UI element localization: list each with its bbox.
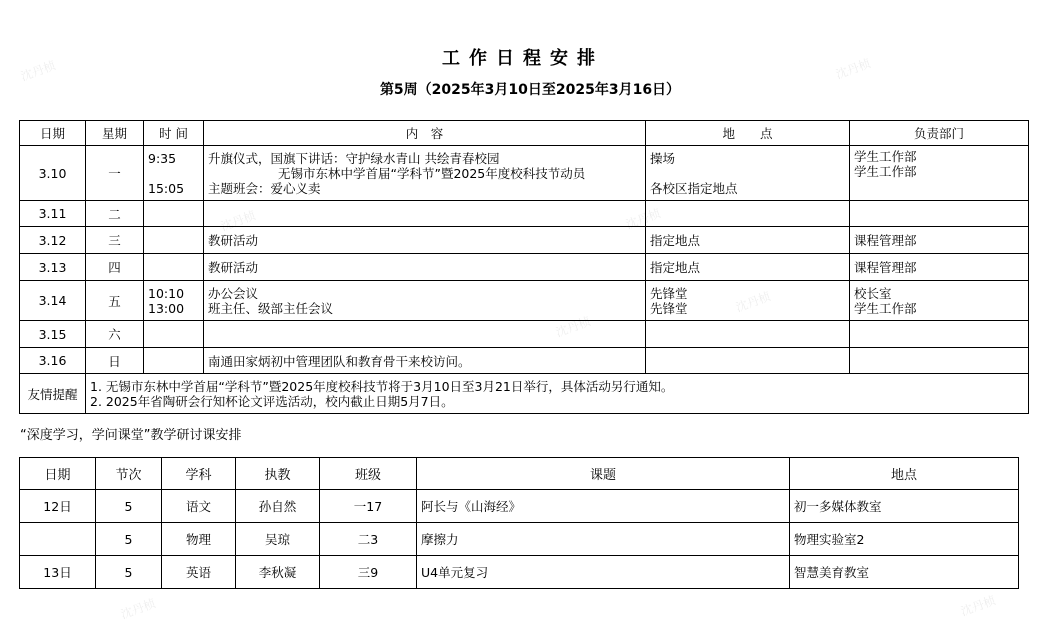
place-item: 先锋堂 <box>650 300 688 316</box>
tip-item: 2. 2025年省陶研会行知杯论文评选活动，校内截止日期5月7日。 <box>90 393 454 409</box>
row-places <box>646 348 850 374</box>
row-date: 3.10 <box>20 146 86 201</box>
lesson-class: 二3 <box>320 523 417 556</box>
row-depts: 课程管理部 <box>850 227 1029 254</box>
col-place: 地点 <box>790 458 1019 490</box>
watermark: 沈丹桢 <box>18 58 58 84</box>
content-item: 班主任、级部主任会议 <box>208 300 334 316</box>
lesson-subject: 英语 <box>162 556 236 589</box>
row-date: 3.11 <box>20 201 86 227</box>
row-places: 指定地点 <box>646 254 850 281</box>
week-subtitle: 第5周（2025年3月10日至2025年3月16日） <box>379 82 681 98</box>
row-depts <box>850 281 1029 321</box>
lesson-period: 5 <box>96 523 162 556</box>
watermark: 沈丹桢 <box>553 314 593 340</box>
content-item: 升旗仪式，国旗下讲话：守护绿水青山 共绘青春校园 <box>208 150 500 166</box>
lesson-class: 一17 <box>320 490 417 523</box>
watermark: 沈丹桢 <box>833 56 873 82</box>
row-weekday: 一 <box>86 146 144 201</box>
row-weekday: 二 <box>86 201 144 227</box>
row-places <box>646 321 850 348</box>
lessons-section-title: “深度学习，学问课堂”教学研讨课安排 <box>20 428 242 443</box>
tips-content <box>86 374 1029 414</box>
lessons-header-row <box>20 458 1019 490</box>
row-weekday: 四 <box>86 254 144 281</box>
col-dept: 负责部门 <box>850 121 1029 146</box>
time-item: 9:35 <box>148 150 177 166</box>
col-period: 节次 <box>96 458 162 490</box>
watermark: 沈丹桢 <box>958 593 998 619</box>
tips-row <box>20 374 1029 414</box>
lesson-row <box>20 490 1019 523</box>
row-contents <box>204 321 646 348</box>
schedule-row <box>20 348 1029 374</box>
schedule-table <box>19 120 1029 414</box>
row-weekday: 五 <box>86 281 144 321</box>
col-date: 日期 <box>20 121 86 146</box>
lesson-subject: 语文 <box>162 490 236 523</box>
lesson-row <box>20 556 1019 589</box>
col-teacher: 执教 <box>236 458 320 490</box>
row-times <box>144 348 204 374</box>
row-depts <box>850 321 1029 348</box>
row-contents: 教研活动 <box>204 254 646 281</box>
schedule-row <box>20 254 1029 281</box>
lesson-date <box>20 523 96 556</box>
row-contents <box>204 201 646 227</box>
col-place: 地 点 <box>646 121 850 146</box>
lesson-topic: 摩擦力 <box>417 523 790 556</box>
row-contents <box>204 281 646 321</box>
dept-item: 学生工作部 <box>854 149 917 164</box>
lesson-date: 13日 <box>20 556 96 589</box>
dept-item: 学生工作部 <box>854 164 917 179</box>
row-contents: 教研活动 <box>204 227 646 254</box>
lesson-class: 三9 <box>320 556 417 589</box>
content-item: 无锡市东林中学首届“学科节”暨2025年度校科技节动员 <box>278 165 586 181</box>
watermark: 沈丹桢 <box>218 208 258 234</box>
row-date: 3.15 <box>20 321 86 348</box>
row-weekday: 六 <box>86 321 144 348</box>
col-date: 日期 <box>20 458 96 490</box>
row-places <box>646 146 850 201</box>
dept-item: 校长室 <box>854 285 892 301</box>
lesson-topic: 阿长与《山海经》 <box>417 490 790 523</box>
col-class: 班级 <box>320 458 417 490</box>
row-times <box>144 281 204 321</box>
lesson-place: 初一多媒体教室 <box>790 490 1019 523</box>
row-times <box>144 227 204 254</box>
dept-item: 学生工作部 <box>854 300 917 316</box>
row-date: 3.13 <box>20 254 86 281</box>
row-date: 3.14 <box>20 281 86 321</box>
schedule-row <box>20 201 1029 227</box>
lesson-period: 5 <box>96 556 162 589</box>
time-item: 10:10 <box>148 285 185 301</box>
lesson-subject: 物理 <box>162 523 236 556</box>
place-item: 先锋堂 <box>650 285 688 301</box>
row-times <box>144 321 204 348</box>
row-contents: 南通田家炳初中管理团队和教育骨干来校访问。 <box>204 348 646 374</box>
tips-label: 友情提醒 <box>20 374 86 414</box>
row-date: 3.16 <box>20 348 86 374</box>
schedule-row <box>20 227 1029 254</box>
row-places <box>646 201 850 227</box>
place-item: 操场 <box>650 150 676 166</box>
page-title: 工作日程安排 <box>442 48 604 69</box>
watermark: 沈丹桢 <box>733 289 773 315</box>
row-depts <box>850 201 1029 227</box>
lesson-row <box>20 523 1019 556</box>
col-topic: 课题 <box>417 458 790 490</box>
lessons-table <box>19 457 1019 589</box>
col-content: 内 容 <box>204 121 646 146</box>
schedule-row <box>20 281 1029 321</box>
watermark: 沈丹桢 <box>118 596 158 622</box>
lesson-topic: U4单元复习 <box>417 556 790 589</box>
row-depts <box>850 348 1029 374</box>
row-times <box>144 146 204 201</box>
lesson-teacher: 吴琼 <box>236 523 320 556</box>
lesson-teacher: 孙自然 <box>236 490 320 523</box>
row-weekday: 三 <box>86 227 144 254</box>
content-item: 主题班会：爱心义卖 <box>208 180 321 196</box>
lesson-period: 5 <box>96 490 162 523</box>
col-weekday: 星期 <box>86 121 144 146</box>
place-spacer <box>650 166 845 181</box>
row-depts <box>850 146 1029 201</box>
time-spacer <box>148 166 199 181</box>
row-depts: 课程管理部 <box>850 254 1029 281</box>
time-item: 13:00 <box>148 300 185 316</box>
row-places <box>646 281 850 321</box>
row-places: 指定地点 <box>646 227 850 254</box>
lesson-date: 12日 <box>20 490 96 523</box>
row-contents <box>204 146 646 201</box>
col-subject: 学科 <box>162 458 236 490</box>
lesson-place: 智慧美育教室 <box>790 556 1019 589</box>
row-weekday: 日 <box>86 348 144 374</box>
schedule-header-row <box>20 121 1029 146</box>
schedule-row <box>20 321 1029 348</box>
row-date: 3.12 <box>20 227 86 254</box>
tip-item: 1. 无锡市东林中学首届“学科节”暨2025年度校科技节将于3月10日至3月21日举行，具体活动另行通知。 <box>90 378 674 394</box>
place-item: 各校区指定地点 <box>650 180 738 196</box>
content-item: 办公会议 <box>208 285 259 301</box>
lesson-place: 物理实验室2 <box>790 523 1019 556</box>
time-item: 15:05 <box>148 180 185 196</box>
row-times <box>144 201 204 227</box>
row-times <box>144 254 204 281</box>
col-time: 时 间 <box>144 121 204 146</box>
schedule-row <box>20 146 1029 201</box>
watermark: 沈丹桢 <box>623 206 663 232</box>
lesson-teacher: 李秋凝 <box>236 556 320 589</box>
